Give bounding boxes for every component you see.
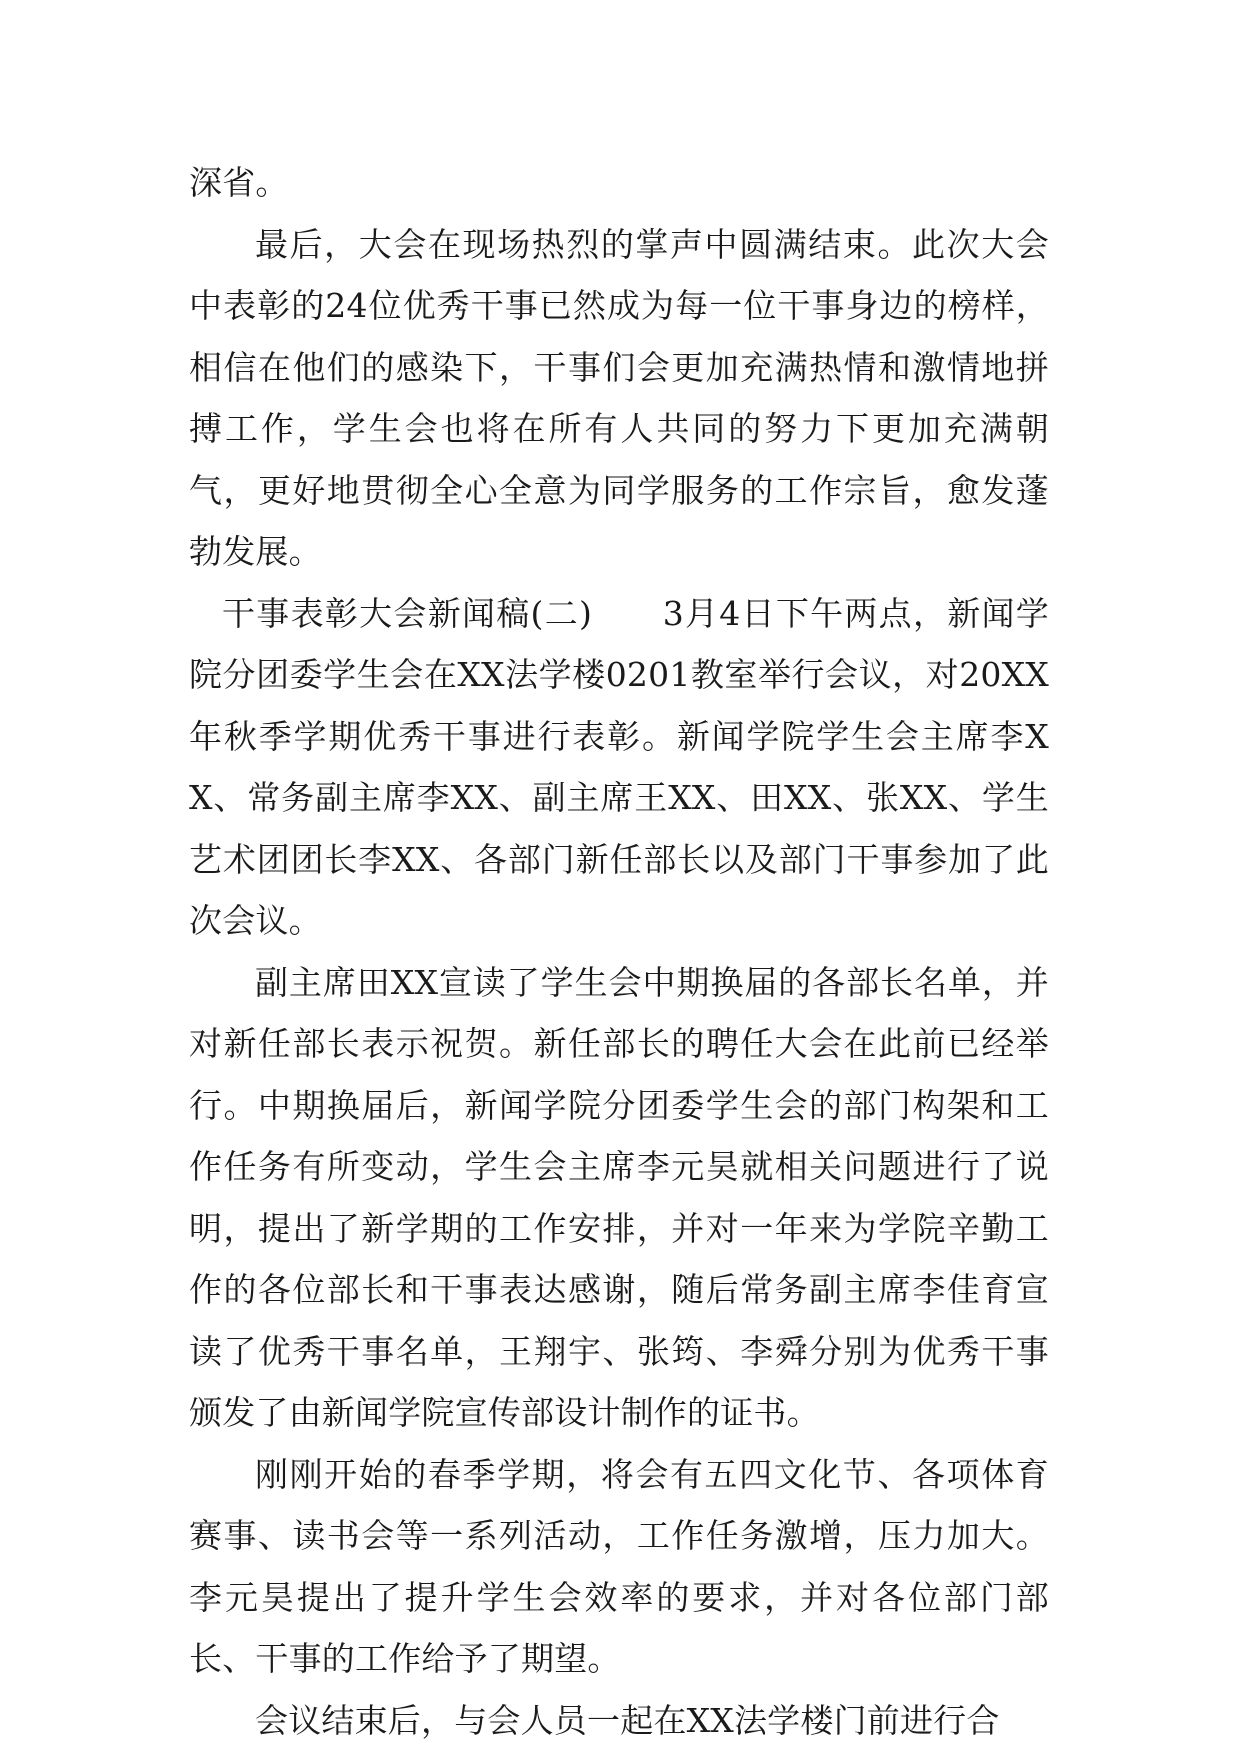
title-gap <box>592 594 663 633</box>
news-lead-text: 3月4日下午两点，新闻学院分团委学生会在XX法学楼0201教室举行会议，对20XX年秋季学期优秀干事进行表彰。新闻学院学生会主席李XX、常务副主席李XX、副主席王XX、田XX、张XX、学生艺术团团长李XX、各部门新任部长以及部门干事参加了此次会议。 <box>189 593 1049 940</box>
section-title: 干事表彰大会新闻稿(二) <box>222 593 593 633</box>
paragraph-vice-chair: 副主席田XX宣读了学生会中期换届的各部长名单，并对新任部长表示祝贺。新任部长的聘任大会在此前已经举行。中期换届后，新闻学院分团委学生会的部门构架和工作任务有所变动，学生会主席李元昊就相关问题进行了说明，提出了新学期的工作安排，并对一年来为学院辛勤工作的各位部长和干事表达感谢，随后常务副主席李佳育宣读了优秀干事名单，王翔宇、张筠、李舜分别为优秀干事颁发了由新闻学院宣传部设计制作的证书。 <box>189 962 1049 1432</box>
paragraph-closing: 最后，大会在现场热烈的掌声中圆满结束。此次大会中表彰的24位优秀干事已然成为每一位干事身边的榜样，相信在他们的感染下，干事们会更加充满热情和激情地拼搏工作，学生会也将在所有人共同的努力下更加充满朝气，更好地贯彻全心全意为同学服务的工作宗旨，愈发蓬勃发展。 <box>189 224 1049 571</box>
paragraph-news-intro <box>189 583 1049 952</box>
paragraph-continuation: 深省。 <box>189 163 289 202</box>
document-body <box>189 152 1049 1751</box>
paragraph-meeting-end: 会议结束后，与会人员一起在XX法学楼门前进行合 <box>255 1700 1000 1740</box>
paragraph-spring-term: 刚刚开始的春季学期，将会有五四文化节、各项体育赛事、读书会等一系列活动，工作任务激增，压力加大。李元昊提出了提升学生会效率的要求，并对各位部门部长、干事的工作给予了期望。 <box>189 1454 1049 1678</box>
